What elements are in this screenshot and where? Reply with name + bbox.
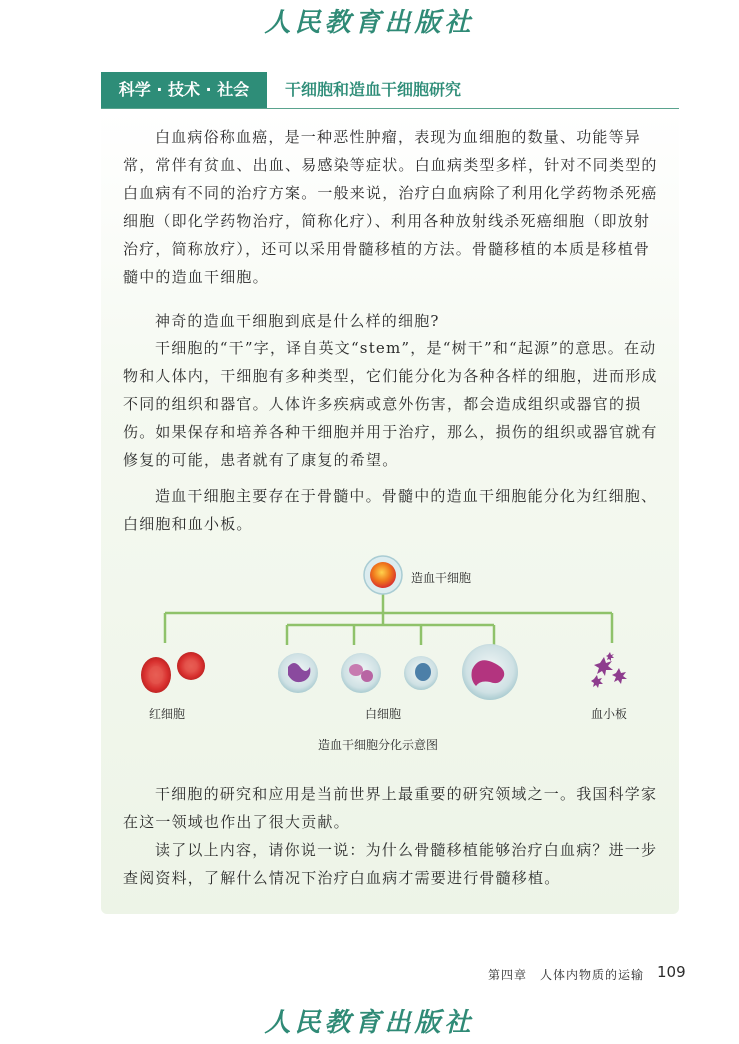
paragraph-question: 神奇的造血干细胞到底是什么样的细胞? (155, 312, 440, 330)
platelet-image (591, 652, 627, 688)
stem-cell-image (364, 556, 402, 594)
paragraph-leukemia: 白血病俗称血癌，是一种恶性肿瘤，表现为血细胞的数量、功能等异常，常伴有贫血、出血、易感染等症状。白血病类型多样，针对不同类型的白血病有不同的治疗方案。一般来说，治疗白血病除了利用化学药物杀死癌细胞（即化学药物治疗，简称化疗）、利用各种放射线杀死癌细胞（即放射治疗，简称放疗），还可以采用骨髓移植的方法。骨髓移植的本质是移植骨髓中的造血干细胞。 (123, 128, 658, 286)
red-cell-label: 红细胞 (149, 707, 186, 721)
platelet-label: 血小板 (591, 707, 628, 721)
paragraph-research: 干细胞的研究和应用是当前世界上最重要的研究领域之一。我国科学家在这一领域也作出了很大贡献。 (123, 785, 658, 831)
white-cell-label: 白细胞 (365, 707, 402, 721)
section-header (101, 72, 679, 109)
stem-cell-diagram (120, 545, 640, 705)
page-number: 109 (657, 963, 686, 981)
publisher-watermark-top: 人民教育出版社 (264, 8, 475, 38)
paragraph-discussion: 读了以上内容，请你说一说：为什么骨髓移植能够治疗白血病？进一步查阅资料，了解什么情况下治疗白血病才需要进行骨髓移植。 (123, 841, 658, 887)
section-tag: 科学 · 技术 · 社会 (101, 72, 267, 108)
connector-lines (165, 593, 612, 645)
white-blood-cell-1 (278, 653, 318, 693)
white-blood-cell-4 (462, 644, 518, 700)
stem-cell-label: 造血干细胞 (411, 571, 472, 585)
paragraph-stem-cell: 干细胞的“干”字，译自英文“stem”，是“树干”和“起源”的意思。在动物和人体内，干细胞有多种类型，它们能分化为各种各样的细胞，进而形成不同的组织和器官。人体许多疾病或意外伤害，都会造成组织或器官的损伤。如果保存和培养各种干细胞并用于治疗，那么，损伤的组织或器官就有修复的可能，患者就有了康复的希望。 (123, 339, 658, 469)
white-blood-cell-3 (404, 656, 438, 690)
publisher-watermark-bottom: 人民教育出版社 (264, 1008, 475, 1038)
white-blood-cell-2 (341, 653, 381, 693)
section-title: 干细胞和造血干细胞研究 (285, 80, 462, 99)
red-blood-cell-image (141, 652, 205, 693)
figure-caption: 造血干细胞分化示意图 (318, 738, 439, 752)
footer-chapter: 第四章 人体内物质的运输 (488, 968, 645, 982)
paragraph-bone-marrow: 造血干细胞主要存在于骨髓中。骨髓中的造血干细胞能分化为红细胞、白细胞和血小板。 (123, 487, 658, 533)
